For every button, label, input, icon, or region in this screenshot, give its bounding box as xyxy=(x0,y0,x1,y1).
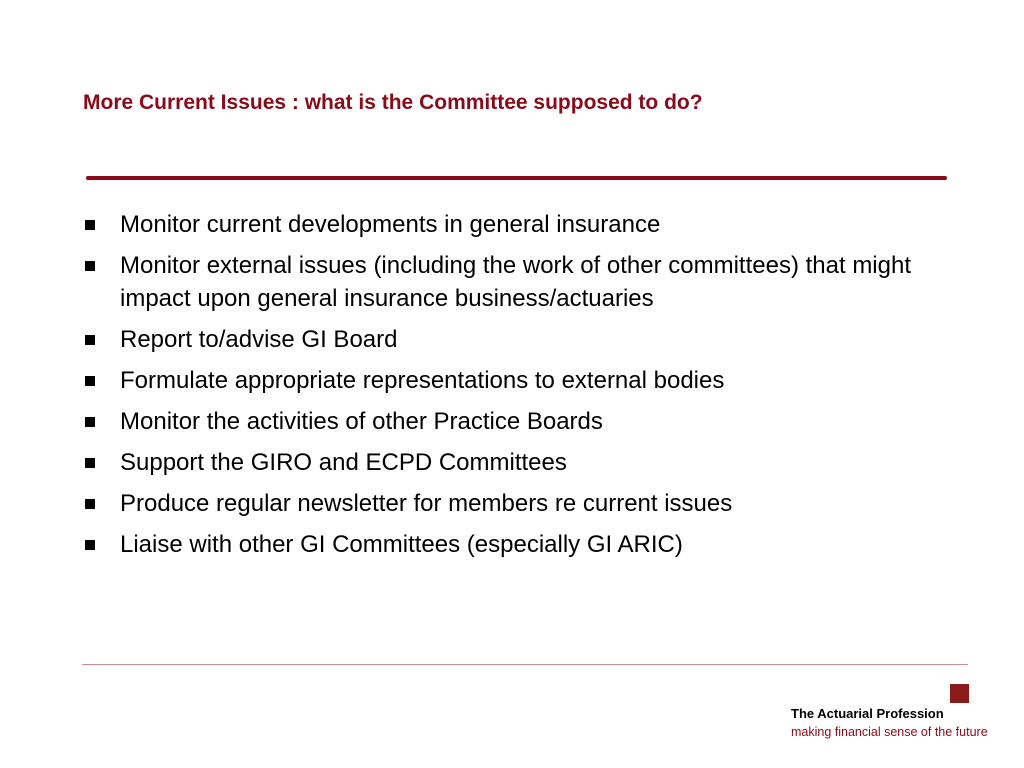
square-bullet-icon xyxy=(85,458,95,468)
square-bullet-icon xyxy=(85,220,95,230)
square-bullet-icon xyxy=(85,335,95,345)
bullet-item xyxy=(85,208,965,241)
square-bullet-icon xyxy=(85,540,95,550)
bullet-text: Monitor the activities of other Practice Boards xyxy=(120,408,603,435)
square-bullet-icon xyxy=(85,417,95,427)
bullet-item xyxy=(85,528,965,561)
bullet-item xyxy=(85,446,965,479)
bullet-text: Report to/advise GI Board xyxy=(120,326,398,353)
bullet-item xyxy=(85,249,965,315)
logo-square-icon xyxy=(950,684,969,703)
bullet-text: Monitor external issues (including the work of other committees) that might impact upon general insurance business/actuaries xyxy=(120,252,912,312)
bullet-item xyxy=(85,487,965,520)
bullet-text: Formulate appropriate representations to external bodies xyxy=(120,367,725,394)
bullet-text: Monitor current developments in general insurance xyxy=(120,211,661,238)
title-divider xyxy=(86,176,947,180)
footer-divider xyxy=(82,664,968,665)
brand-name: The Actuarial Profession xyxy=(791,706,944,721)
bullet-text: Produce regular newsletter for members re current issues xyxy=(120,490,733,517)
bullet-item xyxy=(85,323,965,356)
bullet-item xyxy=(85,405,965,438)
square-bullet-icon xyxy=(85,499,95,509)
bullet-list xyxy=(85,208,965,569)
slide-title: More Current Issues : what is the Committee supposed to do? xyxy=(83,91,703,114)
bullet-text: Support the GIRO and ECPD Committees xyxy=(120,449,567,476)
brand-tagline: making financial sense of the future xyxy=(791,725,988,739)
square-bullet-icon xyxy=(85,261,95,271)
bullet-item xyxy=(85,364,965,397)
bullet-text: Liaise with other GI Committees (especially GI ARIC) xyxy=(120,531,683,558)
square-bullet-icon xyxy=(85,376,95,386)
